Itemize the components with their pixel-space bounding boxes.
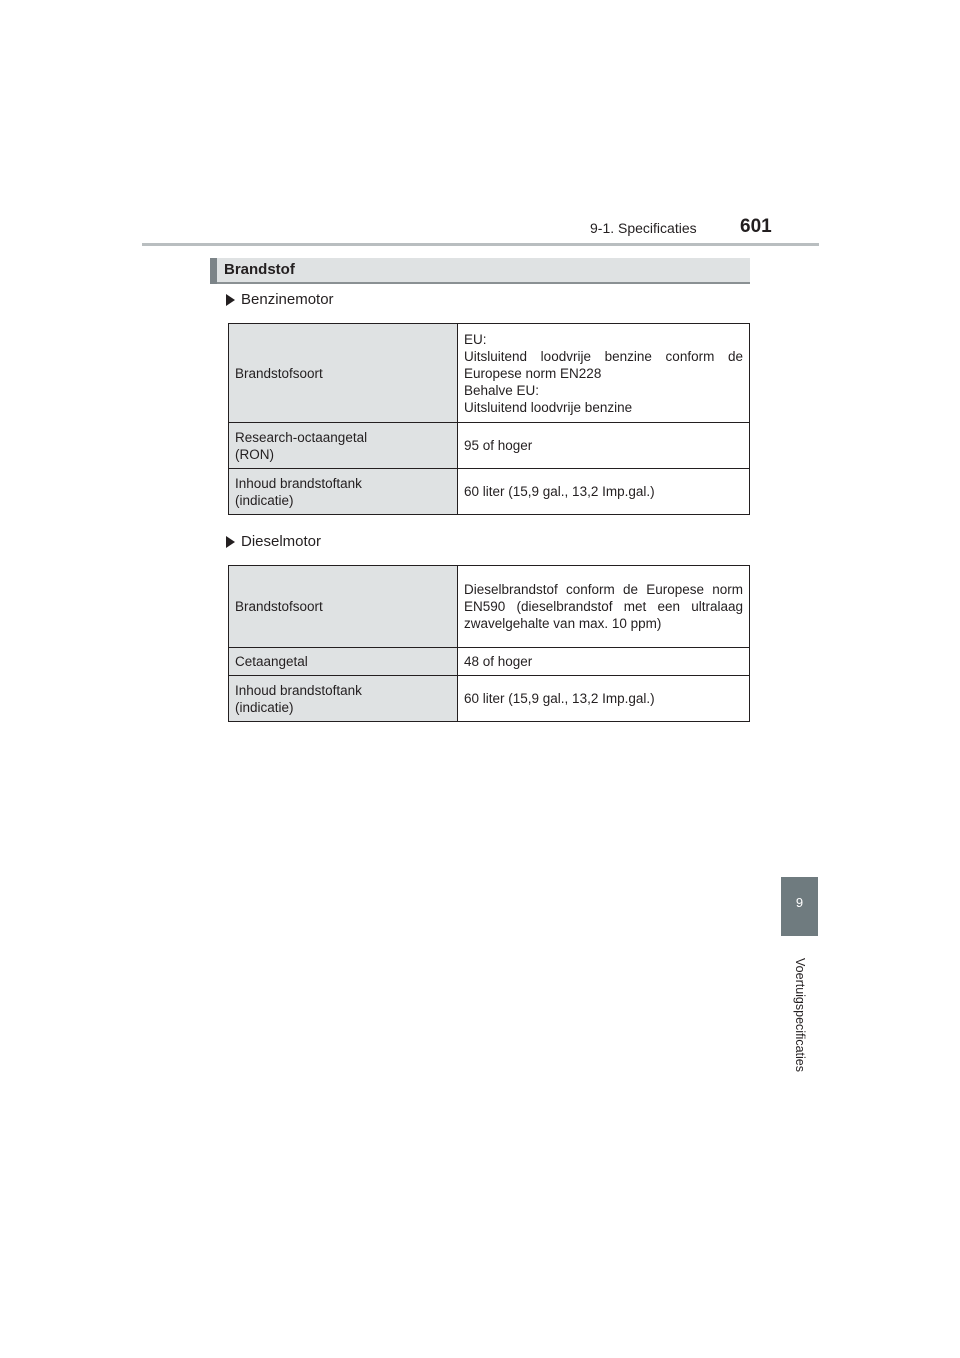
- table-cell-value: 60 liter (15,9 gal., 13,2 Imp.gal.): [458, 469, 750, 515]
- petrol-heading-label: Benzinemotor: [241, 291, 334, 308]
- table-cell-value: 60 liter (15,9 gal., 13,2 Imp.gal.): [458, 676, 750, 722]
- table-row: [229, 648, 750, 676]
- header-divider: [142, 243, 819, 246]
- triangle-right-icon: [226, 294, 235, 306]
- table-cell-value: [458, 324, 750, 423]
- table-cell-label: [229, 469, 458, 515]
- section-title-accent: [210, 258, 217, 284]
- diesel-heading: [226, 533, 321, 550]
- text-line: Behalve EU:: [464, 382, 540, 398]
- text-line: Uitsluitend loodvrije benzine conform de Europese norm EN228: [464, 348, 743, 381]
- text-line: (RON): [235, 446, 274, 462]
- triangle-right-icon: [226, 536, 235, 548]
- text-line: (indicatie): [235, 699, 294, 715]
- text-line: EU:: [464, 331, 487, 347]
- running-header-section: 9-1. Specificaties: [590, 220, 697, 236]
- table-cell-label: [229, 423, 458, 469]
- table-cell-label: [229, 676, 458, 722]
- petrol-heading: [226, 291, 334, 308]
- section-title: Brandstof: [224, 261, 295, 278]
- text-line: Uitsluitend loodvrije benzine: [464, 399, 633, 415]
- table-cell-value: Dieselbrandstof conform de Europese norm EN590 (dieselbrandstof met een ultralaag zwavelgehalte van max. 10 ppm): [458, 566, 750, 648]
- table-cell-value: 95 of hoger: [458, 423, 750, 469]
- text-line: Inhoud brandstoftank: [235, 682, 362, 698]
- diesel-spec-table: [228, 565, 750, 722]
- table-cell-label: Brandstofsoort: [229, 324, 458, 423]
- text-line: (indicatie): [235, 492, 294, 508]
- page-number: 601: [740, 216, 772, 237]
- table-cell-value: 48 of hoger: [458, 648, 750, 676]
- table-row: [229, 469, 750, 515]
- table-row: [229, 676, 750, 722]
- diesel-heading-label: Dieselmotor: [241, 533, 322, 550]
- chapter-tab-title: Voertuigspecificaties: [793, 958, 807, 1072]
- text-line: Inhoud brandstoftank: [235, 475, 362, 491]
- table-row: [229, 423, 750, 469]
- table-cell-label: Brandstofsoort: [229, 566, 458, 648]
- table-cell-label: Cetaangetal: [229, 648, 458, 676]
- table-row: [229, 566, 750, 648]
- petrol-spec-table: [228, 323, 750, 515]
- chapter-tab-number: 9: [795, 895, 804, 910]
- text-line: Research-octaangetal: [235, 429, 368, 445]
- table-row: [229, 324, 750, 423]
